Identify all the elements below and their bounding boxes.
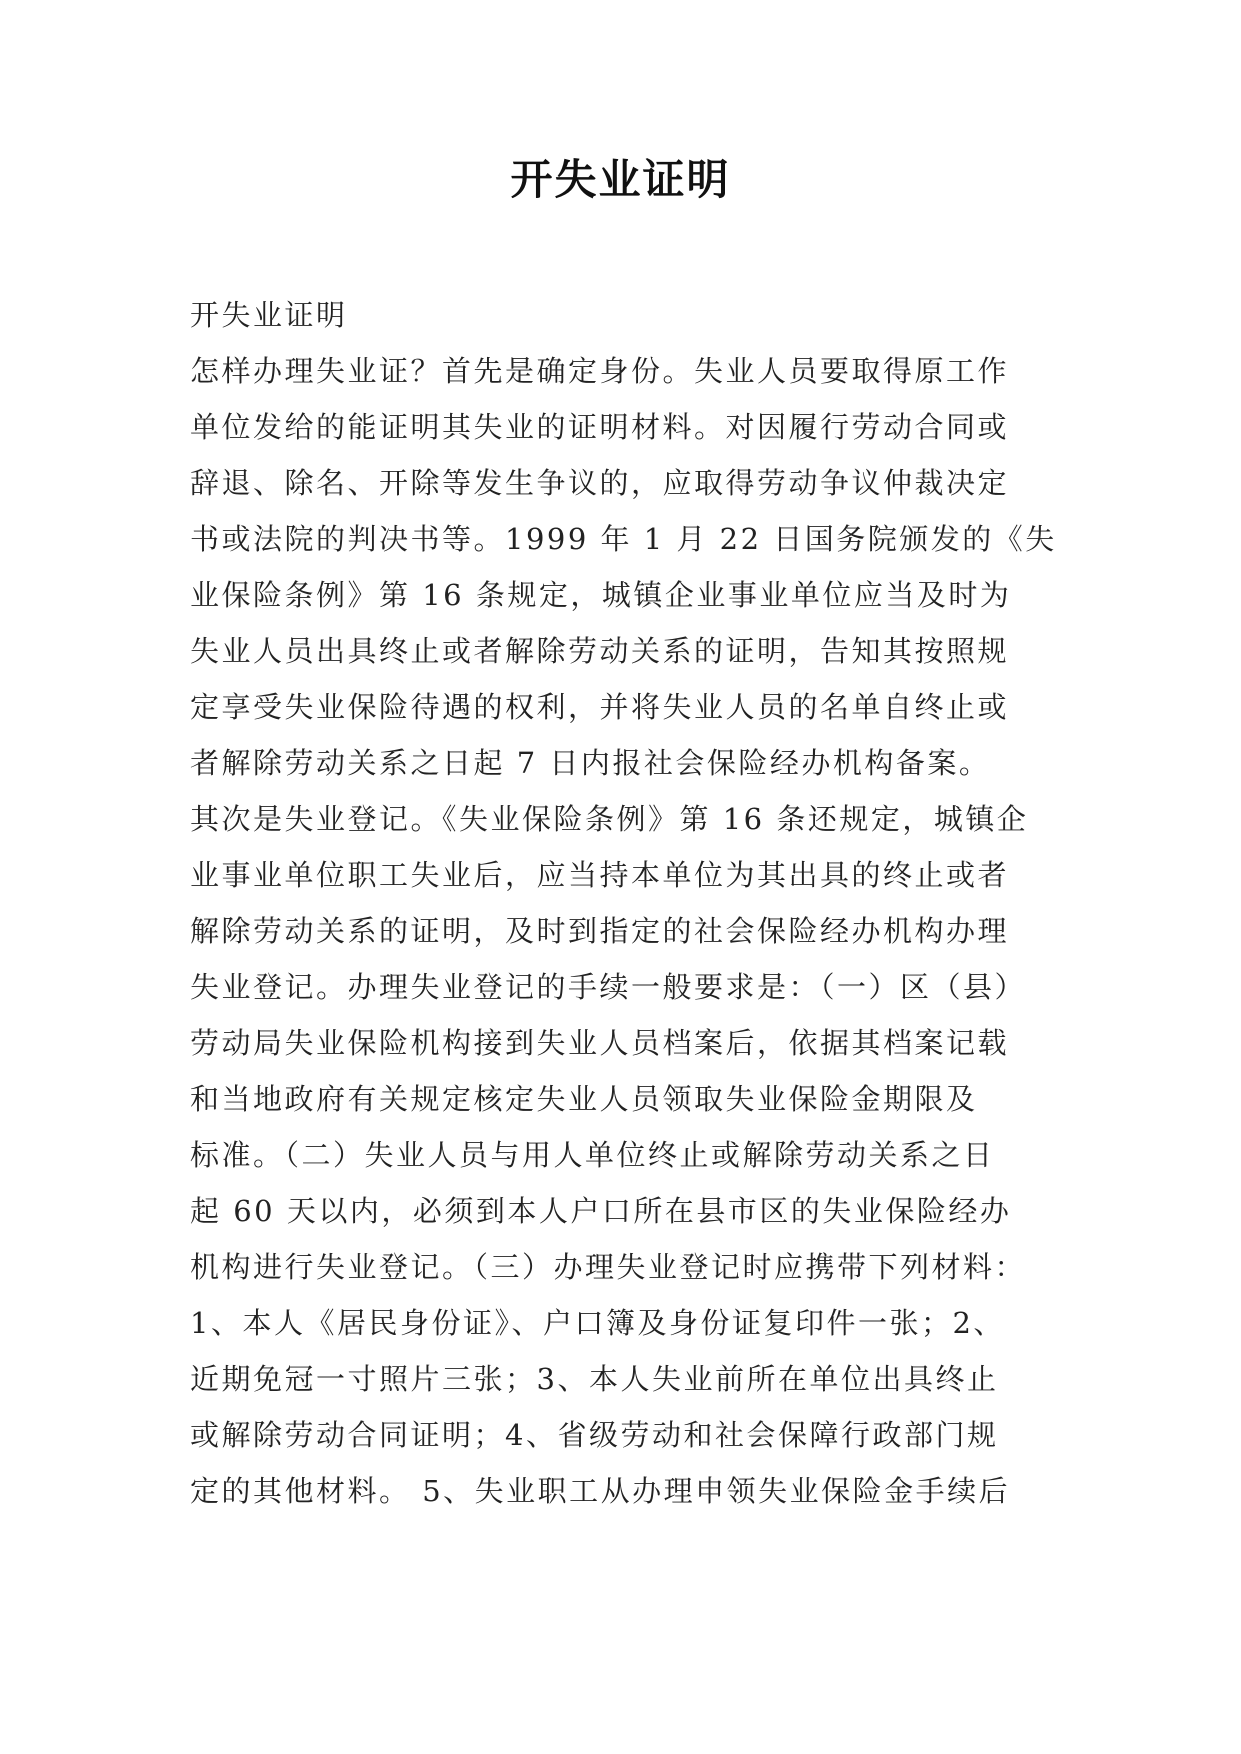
body-line: 定享受失业保险待遇的权利，并将失业人员的名单自终止或 [190, 690, 1010, 724]
body-line: 近期免冠一寸照片三张；3、本人失业前所在单位出具终止 [190, 1362, 999, 1396]
body-line: 辞退、除名、开除等发生争议的，应取得劳动争议仲裁决定 [190, 466, 1010, 500]
body-line: 解除劳动关系的证明，及时到指定的社会保险经办机构办理 [190, 914, 1010, 948]
body-line: 定的其他材料。 5、失业职工从办理申领失业保险金手续后 [190, 1474, 1011, 1508]
body-line: 单位发给的能证明其失业的证明材料。对因履行劳动合同或 [190, 410, 1010, 444]
body-line: 业事业单位职工失业后，应当持本单位为其出具的终止或者 [190, 858, 1010, 892]
document-body [190, 287, 1070, 1519]
body-line: 业保险条例》第 16 条规定，城镇企业事业单位应当及时为 [190, 578, 1012, 612]
body-line: 1、本人《居民身份证》、户口簿及身份证复印件一张；2、 [190, 1306, 1005, 1340]
document-title: 开失业证明 [510, 155, 731, 204]
body-line: 者解除劳动关系之日起 7 日内报社会保险经办机构备案。 [190, 746, 991, 780]
body-line: 失业人员出具终止或者解除劳动关系的证明，告知其按照规 [190, 634, 1010, 668]
body-line: 机构进行失业登记。（三）办理失业登记时应携带下列材料： [190, 1250, 1027, 1284]
body-line: 怎样办理失业证？首先是确定身份。失业人员要取得原工作 [190, 354, 1010, 388]
body-line: 开失业证明 [190, 298, 348, 332]
body-line: 和当地政府有关规定核定失业人员领取失业保险金期限及 [190, 1082, 978, 1116]
body-line: 起 60 天以内，必须到本人户口所在县市区的失业保险经办 [190, 1194, 1012, 1228]
body-line: 标准。（二）失业人员与用人单位终止或解除劳动关系之日 [190, 1138, 995, 1172]
body-line: 书或法院的判决书等。1999 年 1 月 22 日国务院颁发的《失 [190, 522, 1057, 556]
body-line: 失业登记。办理失业登记的手续一般要求是：（一）区（县） [190, 970, 1027, 1004]
body-line: 劳动局失业保险机构接到失业人员档案后，依据其档案记载 [190, 1026, 1010, 1060]
body-line: 或解除劳动合同证明；4、省级劳动和社会保障行政部门规 [190, 1418, 999, 1452]
body-line: 其次是失业登记。《失业保险条例》第 16 条还规定，城镇企 [190, 802, 1029, 836]
